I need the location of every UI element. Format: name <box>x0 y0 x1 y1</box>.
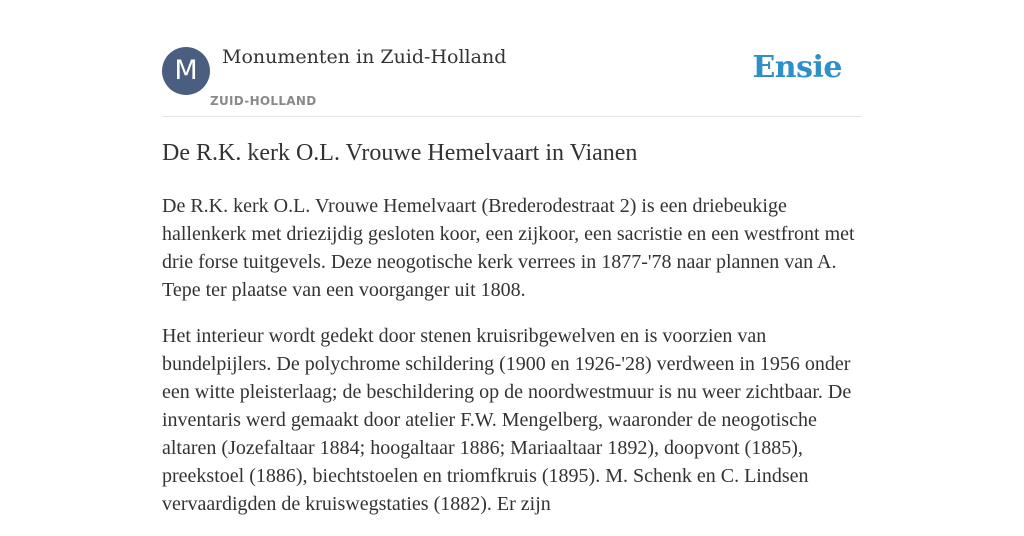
paragraph: Het interieur wordt gedekt door stenen kruisribgewelven en is voorzien van bundelpijlers. De polychrome schildering (1900 en 1926-'28) verdween in 1956 onder een witte pleisterlaag; de beschildering op de noordwestmuur is nu weer zichtbaar. De inventaris werd gemaakt door atelier F.W. Mengelberg, waaronder de neogotische altaren (Jozefaltaar 1884; hoogaltaar 1886; Mariaaltaar 1892), doopvont (1885), preekstoel (1886), biechtstoelen en triomfkruis (1895). M. Schenk en C. Lindsen vervaardigden de kruiswegstaties (1882). Er zijn <box>162 325 852 515</box>
group-title-link[interactable]: Monumenten in Zuid-Holland <box>222 46 507 68</box>
article-card <box>162 0 862 515</box>
article-body <box>162 192 862 536</box>
page-title: De R.K. kerk O.L. Vrouwe Hemelvaart in Vianen <box>162 140 638 166</box>
paragraph: De R.K. kerk O.L. Vrouwe Hemelvaart (Brederodestraat 2) is een driebeukige hallenkerk met driezijdig gesloten koor, een zijkoor, een sacristie en een westfront met drie forse tuitgevels. Deze neogotische kerk verrees in 1877-'78 naar plannen van A. Tepe ter plaatse van een voorganger uit 1808. <box>162 195 855 301</box>
group-avatar[interactable]: M <box>162 47 210 95</box>
header <box>162 0 862 117</box>
group-subtitle: ZUID-HOLLAND <box>210 94 317 108</box>
brand-logo[interactable]: Ensie <box>752 50 842 85</box>
